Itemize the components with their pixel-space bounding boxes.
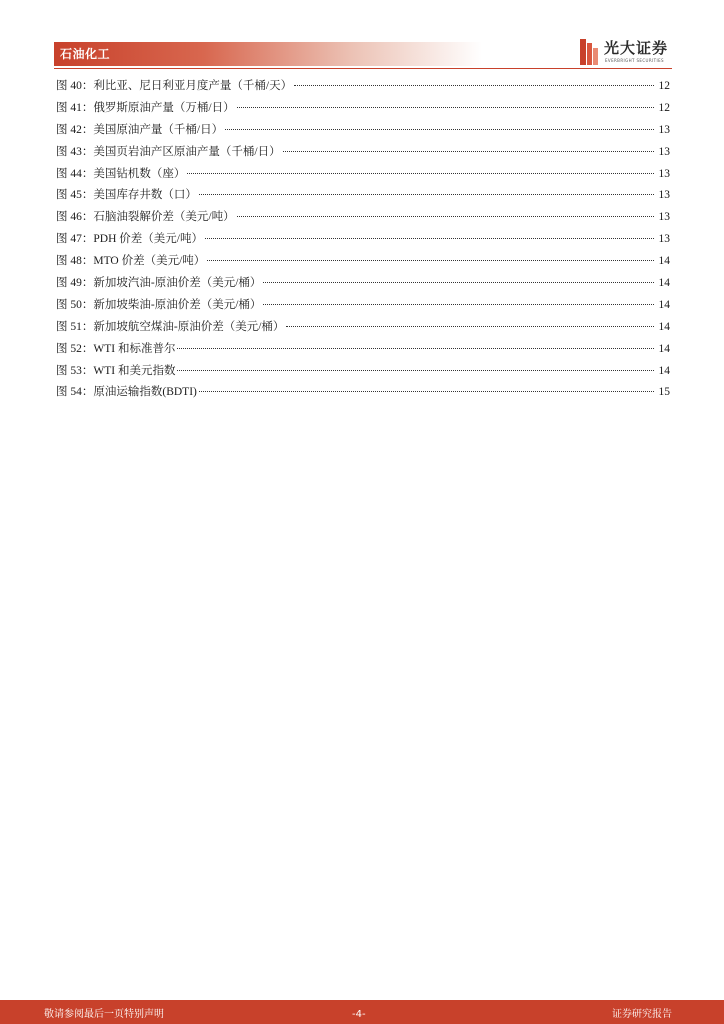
toc-entry-page: 15 <box>658 386 670 399</box>
toc-entry-label: 图 54：原油运输指数(BDTI) <box>56 386 197 399</box>
toc-entry-page: 13 <box>658 167 670 180</box>
toc-leader-dots <box>286 325 654 327</box>
toc-entry-label: 图 41：俄罗斯原油产量（万桶/日） <box>56 101 235 114</box>
toc-entry-page: 14 <box>658 342 670 355</box>
toc-leader-dots <box>263 281 654 283</box>
toc-leader-dots <box>177 369 654 371</box>
toc-entry[interactable] <box>56 361 670 383</box>
footer-disclaimer: 敬请参阅最后一页特别声明 <box>44 1009 164 1020</box>
toc-leader-dots <box>225 128 654 130</box>
toc-entry-label: 图 45：美国库存井数（口） <box>56 189 197 202</box>
toc-entry-label: 图 48：MTO 价差（美元/吨） <box>56 255 206 268</box>
toc-leader-dots <box>294 84 654 86</box>
toc-entry-label: 图 50：新加坡柴油-原油价差（美元/桶） <box>56 298 262 311</box>
logo-subtext: EVERBRIGHT SECURITIES <box>605 58 664 63</box>
toc-entry-page: 14 <box>658 298 670 311</box>
toc-entry-page: 13 <box>658 211 670 224</box>
toc-entry[interactable] <box>56 185 670 207</box>
toc-entry[interactable] <box>56 120 670 142</box>
toc-entry-label: 图 43：美国页岩油产区原油产量（千桶/日） <box>56 145 281 158</box>
footer-page-number: -4- <box>352 1009 366 1020</box>
logo-icon <box>580 39 598 65</box>
toc-entry[interactable] <box>56 317 670 339</box>
figure-list <box>56 76 670 404</box>
toc-entry[interactable] <box>56 273 670 295</box>
toc-leader-dots <box>283 150 654 152</box>
toc-entry[interactable] <box>56 76 670 98</box>
toc-entry-page: 14 <box>658 255 670 268</box>
toc-entry-page: 14 <box>658 364 670 377</box>
toc-leader-dots <box>177 347 654 349</box>
toc-entry-label: 图 52：WTI 和标准普尔 <box>56 342 176 355</box>
toc-entry-page: 13 <box>658 123 670 136</box>
toc-leader-dots <box>205 237 654 239</box>
header-band <box>54 42 482 66</box>
toc-entry[interactable] <box>56 164 670 186</box>
toc-entry-page: 12 <box>658 80 670 92</box>
toc-leader-dots <box>263 303 654 305</box>
company-logo <box>580 39 672 67</box>
toc-entry-page: 14 <box>658 277 670 290</box>
toc-entry[interactable] <box>56 229 670 251</box>
section-title: 石油化工 <box>60 47 111 61</box>
toc-entry-label: 图 42：美国原油产量（千桶/日） <box>56 123 224 136</box>
toc-leader-dots <box>207 259 654 261</box>
toc-entry-label: 图 53：WTI 和美元指数 <box>56 364 176 377</box>
toc-leader-dots <box>199 193 654 195</box>
footer-report-type: 证券研究报告 <box>612 1009 672 1020</box>
toc-entry-page: 13 <box>658 189 670 202</box>
toc-entry[interactable] <box>56 251 670 273</box>
toc-entry-page: 13 <box>658 145 670 158</box>
toc-entry-label: 图 44：美国钻机数（座） <box>56 167 186 180</box>
toc-entry-page: 14 <box>658 320 670 333</box>
header-divider <box>54 68 672 69</box>
toc-entry[interactable] <box>56 295 670 317</box>
toc-leader-dots <box>187 172 654 174</box>
toc-leader-dots <box>199 390 654 392</box>
toc-entry-label: 图 46：石脑油裂解价差（美元/吨） <box>56 211 235 224</box>
toc-entry[interactable] <box>56 98 670 120</box>
toc-entry-label: 图 40：利比亚、尼日利亚月度产量（千桶/天） <box>56 80 293 92</box>
toc-entry[interactable] <box>56 207 670 229</box>
logo-text: 光大证券 <box>604 39 669 57</box>
toc-entry-page: 12 <box>658 101 670 114</box>
toc-entry[interactable] <box>56 339 670 361</box>
toc-entry[interactable] <box>56 142 670 164</box>
toc-entry-label: 图 47：PDH 价差（美元/吨） <box>56 233 203 246</box>
toc-leader-dots <box>237 215 654 217</box>
toc-entry-page: 13 <box>658 233 670 246</box>
toc-leader-dots <box>237 106 654 108</box>
toc-entry-label: 图 49：新加坡汽油-原油价差（美元/桶） <box>56 277 262 290</box>
toc-entry[interactable] <box>56 382 670 404</box>
toc-entry-label: 图 51：新加坡航空煤油-原油价差（美元/桶） <box>56 320 285 333</box>
